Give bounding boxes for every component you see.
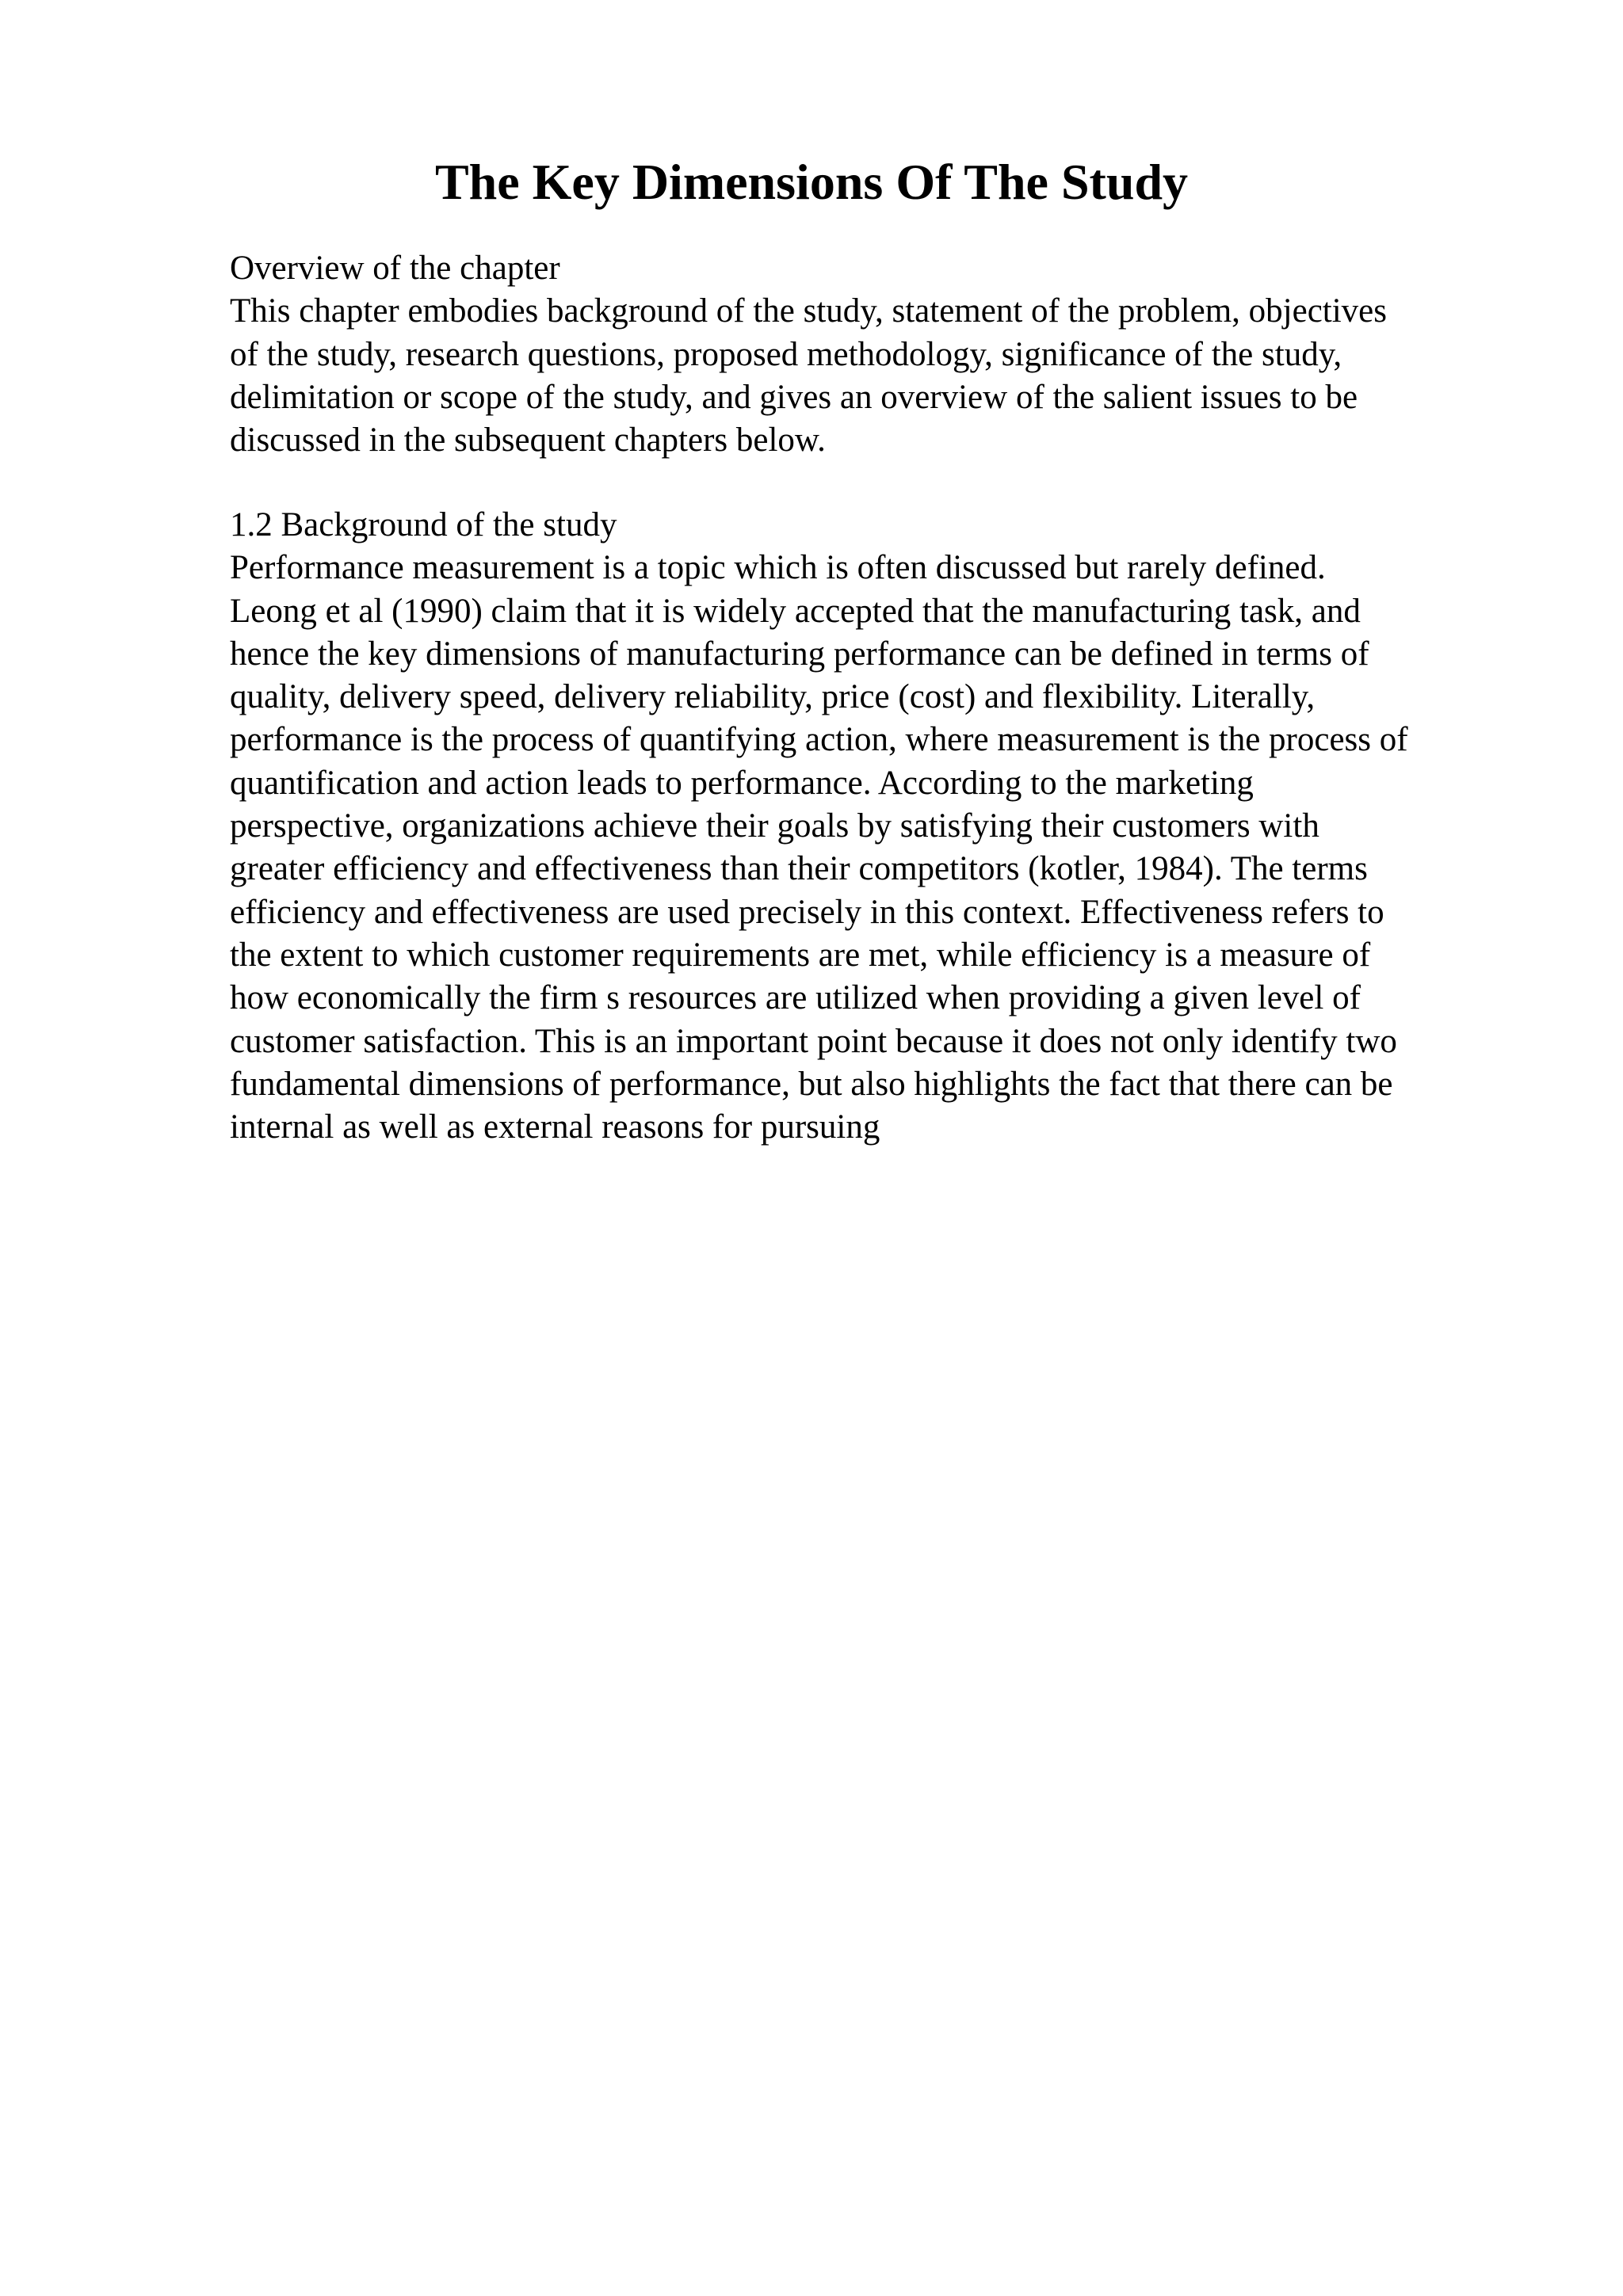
paragraph-line: how economically the firm s resources are utilized when providing a given level of [230,979,1361,1017]
paragraph-line: Leong et al (1990) claim that it is widely accepted that the manufacturing task, and [230,592,1361,630]
paragraph-line: delimitation or scope of the study, and gives an overview of the salient issues to be [230,378,1358,416]
section-heading-background: 1.2 Background of the study [230,506,617,543]
paragraph-line: hence the key dimensions of manufacturing performance can be defined in terms of [230,635,1369,673]
paragraph-line: quantification and action leads to performance. According to the marketing [230,764,1254,802]
paragraph-line: internal as well as external reasons for pursuing [230,1108,880,1146]
paragraph-line: the extent to which customer requirements are met, while efficiency is a measure of [230,936,1371,974]
paragraph-line: efficiency and effectiveness are used precisely in this context. Effectiveness refers to [230,893,1384,931]
paragraph-line: This chapter embodies background of the study, statement of the problem, objectives [230,292,1388,330]
paragraph-line: greater efficiency and effectiveness than their competitors (kotler, 1984). The terms [230,850,1368,888]
section-background [230,504,1529,1149]
paragraph-line: perspective, organizations achieve their goals by satisfying their customers with [230,807,1319,845]
paragraph-line: customer satisfaction. This is an important point because it does not only identify two [230,1022,1397,1060]
paragraph-line: quality, delivery speed, delivery reliability, price (cost) and flexibility. Literally, [230,678,1316,716]
paragraph-line: of the study, research questions, proposed methodology, significance of the study, [230,335,1342,373]
paragraph-line: discussed in the subsequent chapters below. [230,421,826,460]
section-overview [230,247,1529,462]
section-heading-overview: Overview of the chapter [230,250,560,287]
paragraph-line: performance is the process of quantifying action, where measurement is the process of [230,721,1408,759]
paragraph-line: Performance measurement is a topic which is often discussed but rarely defined. [230,549,1326,587]
paragraph-line: fundamental dimensions of performance, but also highlights the fact that there can be [230,1065,1393,1103]
document-title: The Key Dimensions Of The Study [434,154,1189,210]
